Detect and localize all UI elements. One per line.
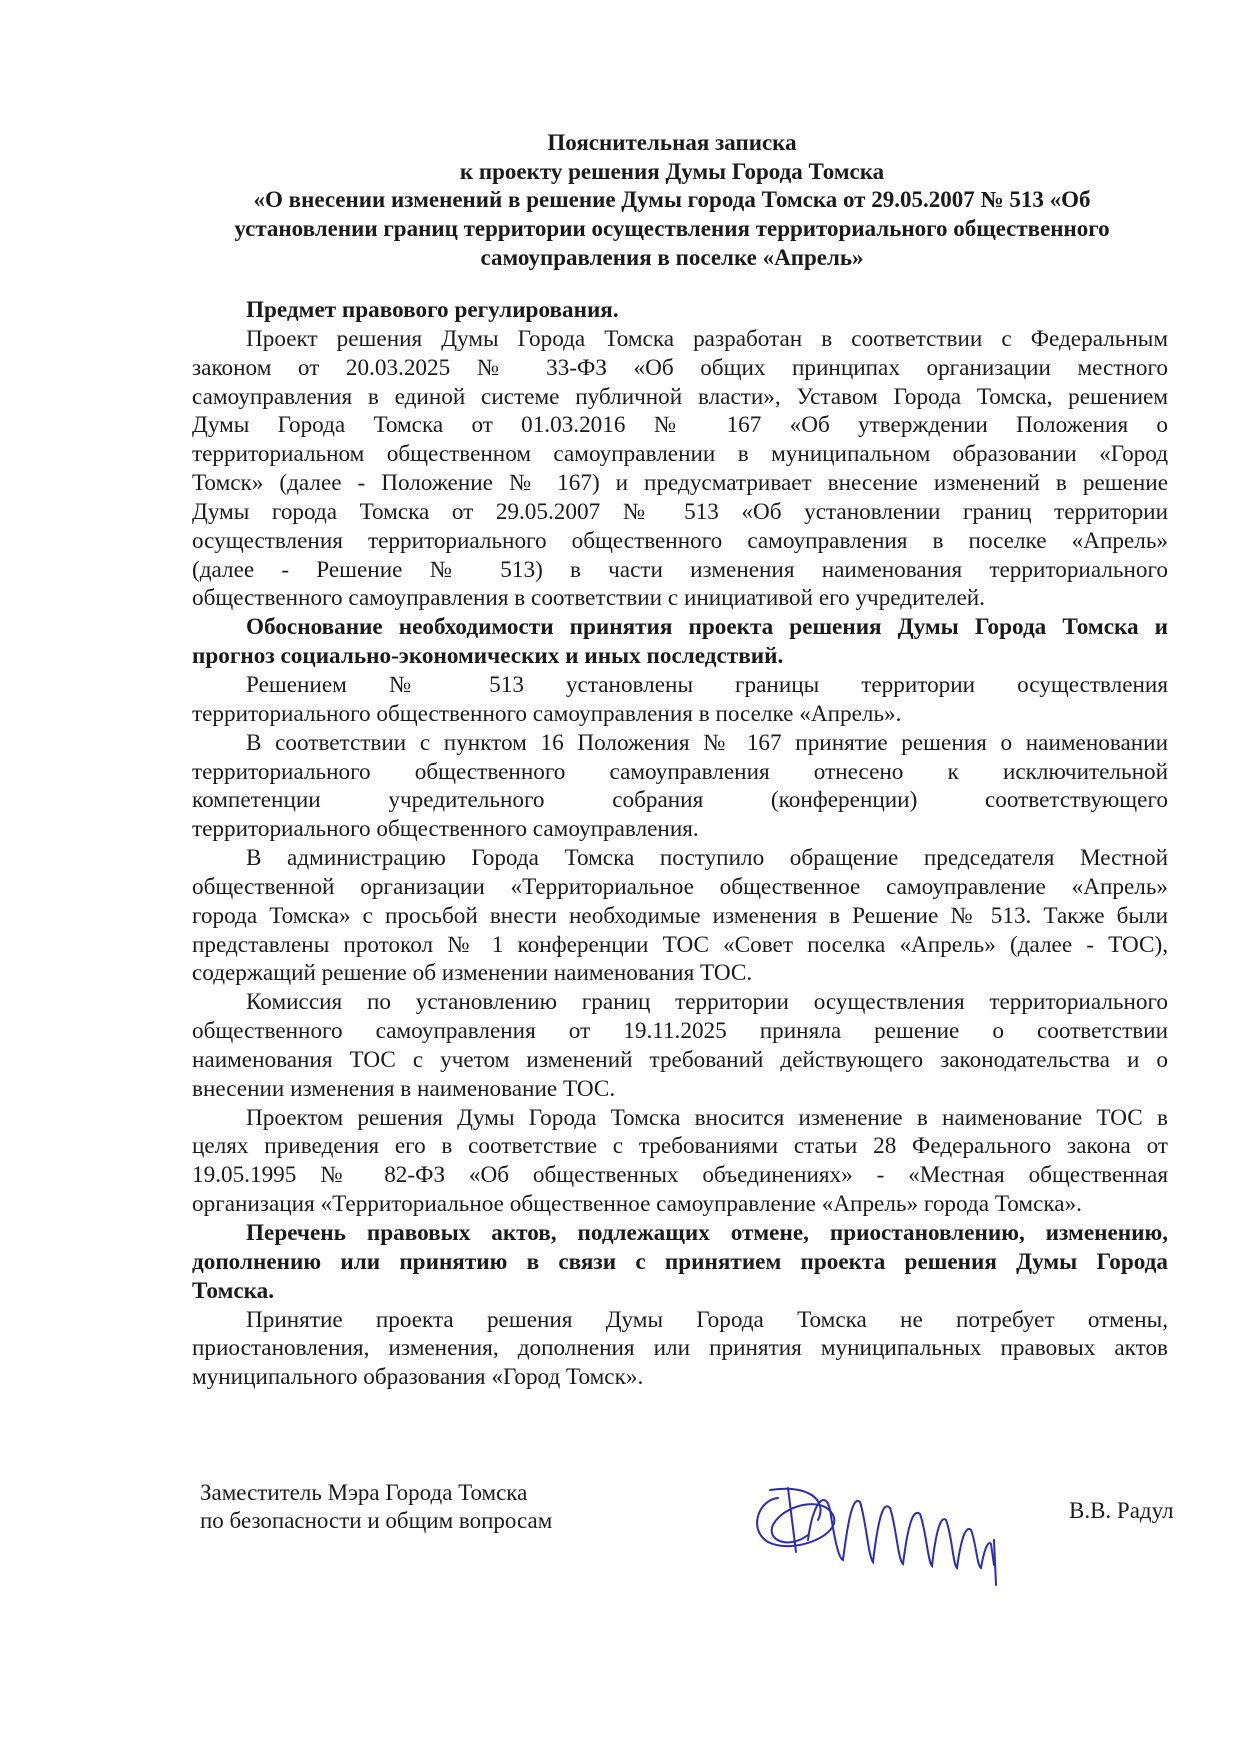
text-line: Принятие проекта решения Думы Города Томска не потребует отмены, bbox=[246, 1306, 1168, 1333]
text-line: В администрацию Города Томска поступило обращение председателя Местной bbox=[246, 845, 1168, 872]
paragraph bbox=[192, 1104, 1168, 1219]
paragraph bbox=[192, 729, 1168, 844]
text-line: территориального общественного самоуправления в поселке «Апрель». bbox=[192, 700, 902, 727]
text-line: Думы Города Томска от 01.03.2016 № 167 «Об утверждении Положения о bbox=[192, 412, 1168, 439]
title-line: к проекту решения Думы Города Томска bbox=[459, 158, 885, 184]
paragraph bbox=[192, 1306, 1168, 1393]
text-line: территориального общественного самоуправления отнесено к исключительной bbox=[192, 758, 1168, 785]
text-line: Томска. bbox=[192, 1277, 275, 1304]
title-line: «О внесении изменений в решение Думы города Томска от 29.05.2007 № 513 «Об bbox=[253, 187, 1091, 213]
document-body bbox=[192, 296, 1168, 1392]
section-heading bbox=[192, 1219, 1168, 1306]
text-line: территориального общественного самоуправления. bbox=[192, 816, 699, 843]
text-line: Перечень правовых актов, подлежащих отмене, приостановлению, изменению, bbox=[246, 1220, 1168, 1246]
paragraph bbox=[192, 844, 1168, 988]
text-line: осуществления территориального общественного самоуправления в поселке «Апрель» bbox=[192, 527, 1168, 554]
text-line: компетенции учредительного собрания (конференции) соответствующего bbox=[192, 787, 1168, 814]
section-heading bbox=[192, 296, 1168, 325]
text-line: дополнению или принятию в связи с принятием проекта решения Думы Города bbox=[192, 1248, 1168, 1275]
title-line: Пояснительная записка bbox=[547, 130, 797, 155]
text-line: Предмет правового регулирования. bbox=[246, 297, 619, 323]
text-line: прогноз социально-экономических и иных последствий. bbox=[192, 643, 784, 670]
text-line: города Томска» с просьбой внести необходимые изменения в Решение № 513. Также были bbox=[192, 902, 1168, 929]
signatory-name: В.В. Радул bbox=[1069, 1498, 1174, 1523]
text-line: наименования ТОС с учетом изменений требований действующего законодательства и о bbox=[192, 1046, 1168, 1073]
text-line: общественной организации «Территориальное общественное самоуправление «Апрель» bbox=[192, 873, 1168, 900]
text-line: (далее - Решение № 513) в части изменения наименования территориального bbox=[192, 556, 1168, 583]
text-line: общественного самоуправления от 19.11.2025 приняла решение о соответствии bbox=[192, 1018, 1168, 1045]
text-line: территориальном общественном самоуправлении в муниципальном образовании «Город bbox=[192, 441, 1168, 468]
handwritten-signature bbox=[748, 1480, 1008, 1590]
title-line: установлении границ территории осуществления территориального общественного bbox=[234, 216, 1110, 242]
text-line: представлены протокол № 1 конференции ТОС «Совет поселка «Апрель» (далее - ТОС), bbox=[192, 931, 1168, 958]
text-line: Обоснование необходимости принятия проекта решения Думы Города Томска и bbox=[246, 614, 1168, 641]
text-line: 19.05.1995 № 82-ФЗ «Об общественных объединениях» - «Местная общественная bbox=[192, 1162, 1168, 1189]
paragraph bbox=[192, 671, 1168, 729]
text-line: самоуправления в единой системе публичной власти», Уставом Города Томска, решением bbox=[192, 383, 1168, 410]
text-line: целях приведения его в соответствие с требованиями статьи 28 Федерального закона от bbox=[192, 1133, 1168, 1160]
text-line: муниципального образования «Город Томск». bbox=[192, 1364, 644, 1391]
text-line: законом от 20.03.2025 № 33-ФЗ «Об общих принципах организации местного bbox=[192, 354, 1168, 381]
text-line: Думы города Томска от 29.05.2007 № 513 «Об установлении границ территории bbox=[192, 498, 1168, 525]
document-title bbox=[180, 129, 1164, 273]
section-heading bbox=[192, 613, 1168, 671]
paragraph bbox=[192, 325, 1168, 613]
signatory-position-line-2: по безопасности и общим вопросам bbox=[200, 1508, 553, 1533]
text-line: организация «Территориальное общественное самоуправление «Апрель» города Томска». bbox=[192, 1191, 1082, 1218]
signatory-position bbox=[200, 1479, 552, 1535]
text-line: Комиссия по установлению границ территории осуществления территориального bbox=[246, 989, 1168, 1016]
text-line: В соответствии с пунктом 16 Положения № 167 принятие решения о наименовании bbox=[246, 729, 1168, 756]
text-line: Проектом решения Думы Города Томска вносится изменение в наименование ТОС в bbox=[246, 1104, 1168, 1131]
title-line: самоуправления в поселке «Апрель» bbox=[480, 244, 864, 270]
text-line: содержащий решение об изменении наименования ТОС. bbox=[192, 960, 753, 987]
text-line: приостановления, изменения, дополнения или принятия муниципальных правовых актов bbox=[192, 1335, 1168, 1362]
paragraph bbox=[192, 988, 1168, 1103]
text-line: Томск» (далее - Положение № 167) и предусматривает внесение изменений в решение bbox=[192, 470, 1168, 497]
text-line: Решением № 513 установлены границы территории осуществления bbox=[246, 671, 1168, 698]
text-line: Проект решения Думы Города Томска разработан в соответствии с Федеральным bbox=[246, 325, 1168, 352]
signatory-position-line-1: Заместитель Мэра Города Томска bbox=[200, 1480, 528, 1505]
text-line: общественного самоуправления в соответствии с инициативой его учредителей. bbox=[192, 585, 985, 612]
text-line: внесении изменения в наименование ТОС. bbox=[192, 1075, 616, 1102]
